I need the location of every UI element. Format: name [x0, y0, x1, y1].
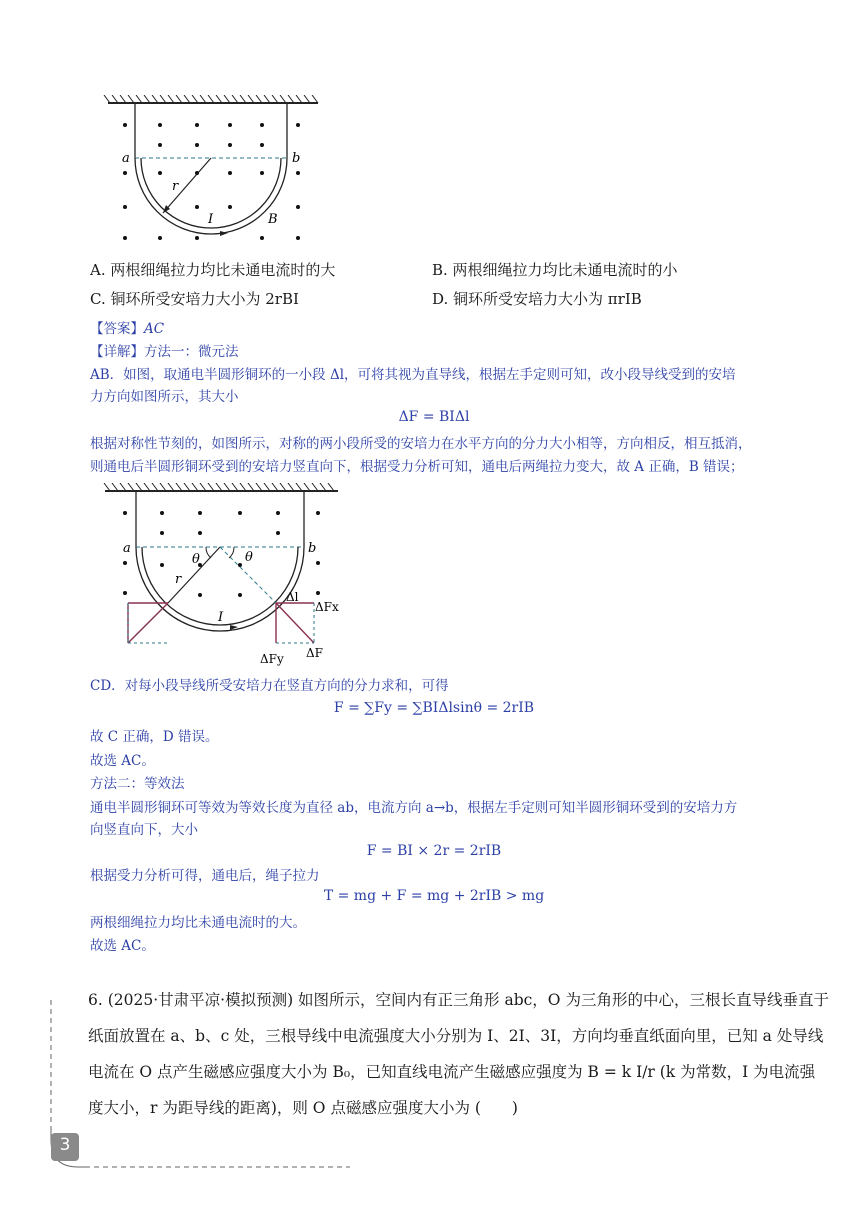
- detail-p1a: AB．如图，取通电半圆形铜环的一小段 Δl，可将其视为直导线，根据左手定则可知，改小段导线受到的安培: [90, 367, 736, 383]
- answer-value: AC: [144, 321, 165, 337]
- label-a: a: [123, 541, 131, 556]
- label-delta-f: ΔF: [306, 646, 323, 660]
- equation-4: T = mg + F = mg + 2rIB > mg: [323, 888, 545, 904]
- question-6-line-3: 电流在 O 点产生磁感应强度大小为 B₀，已知直线电流产生磁感应强度为 B = k I/r (k 为常数，I 为电流强: [88, 1063, 816, 1081]
- detail-line: [90, 341, 239, 363]
- detail-p2a: 根据对称性节刻的，如图所示，对称的两小段所受的安培力在水平方向的分力大小相等，方向相反，相互抵消，: [90, 436, 752, 452]
- page-corner-decoration: [40, 1000, 360, 1180]
- label-delta-fy: ΔFy: [260, 652, 284, 666]
- question-6-line-1: 6. (2025·甘肃平凉·模拟预测) 如图所示，空间内有正三角形 abc，O 为三角形的中心，三根长直导线垂直于: [88, 991, 829, 1009]
- method-1-title: 方法一：微元法: [144, 344, 239, 360]
- answer-line: [90, 318, 164, 340]
- label-delta-fx: ΔFx: [315, 600, 339, 614]
- detail-p8: 两根细绳拉力均比未通电流时的大。: [90, 915, 306, 931]
- equation-3: F = BI × 2r = 2rIB: [366, 843, 502, 859]
- detail-p6b: 向竖直向下，大小: [90, 822, 198, 838]
- label-theta-right: θ: [245, 550, 253, 565]
- question-6-line-4: 度大小，r 为距导线的距离)，则 O 点磁感应强度大小为 ( ): [88, 1099, 518, 1117]
- label-field: B: [268, 212, 278, 227]
- equation-1: ΔF = BIΔl: [398, 409, 470, 425]
- detail-p9: 故选 AC。: [90, 938, 155, 954]
- label-b: b: [292, 151, 301, 166]
- page-number: 3: [59, 1135, 71, 1155]
- figure-1-semicircle-ring: [100, 95, 330, 255]
- option-b[interactable]: B. 两根细绳拉力均比未通电流时的小: [432, 261, 678, 279]
- option-a[interactable]: A. 两根细绳拉力均比未通电流时的大: [90, 261, 336, 279]
- label-current: I: [218, 610, 224, 625]
- method-2-title: 方法二：等效法: [90, 776, 185, 792]
- option-d[interactable]: D. 铜环所受安培力大小为 πrIB: [432, 290, 642, 308]
- label-theta-left: θ: [192, 552, 200, 567]
- detail-p1b: 力方向如图所示，其大小: [90, 389, 239, 405]
- label-r: r: [175, 572, 182, 587]
- figure-2-force-diagram: [100, 483, 360, 668]
- equation-2: F = ∑Fy = ∑BIΔlsinθ = 2rIB: [333, 700, 535, 716]
- question-6-line-2: 纸面放置在 a、b、c 处，三根导线中电流强度大小分别为 I、2I、3I，方向均垂直纸面向里，已知 a 处导线: [88, 1027, 824, 1045]
- detail-p6a: 通电半圆形铜环可等效为等效长度为直径 ab，电流方向 a→b，根据左手定则可知半圆形铜环受到的安培力方: [90, 800, 738, 816]
- label-delta-l: Δl: [286, 590, 299, 604]
- detail-p3: CD．对每小段导线所受安培力在竖直方向的分力求和，可得: [90, 678, 449, 694]
- option-c[interactable]: C. 铜环所受安培力大小为 2rBI: [90, 290, 299, 308]
- label-b: b: [308, 541, 317, 556]
- label-current: I: [208, 212, 214, 227]
- detail-p2b: 则通电后半圆形铜环受到的安培力竖直向下，根据受力分析可知，通电后两绳拉力变大，故 A 正确，B 错误；: [90, 459, 744, 475]
- label-r: r: [172, 179, 179, 194]
- label-a: a: [122, 151, 130, 166]
- detail-tag: 【详解】: [90, 344, 144, 360]
- detail-p4: 故 C 正确，D 错误。: [90, 729, 219, 745]
- detail-p5: 故选 AC。: [90, 753, 155, 769]
- detail-p7: 根据受力分析可得，通电后，绳子拉力: [90, 868, 320, 884]
- answer-tag: 【答案】: [90, 321, 144, 337]
